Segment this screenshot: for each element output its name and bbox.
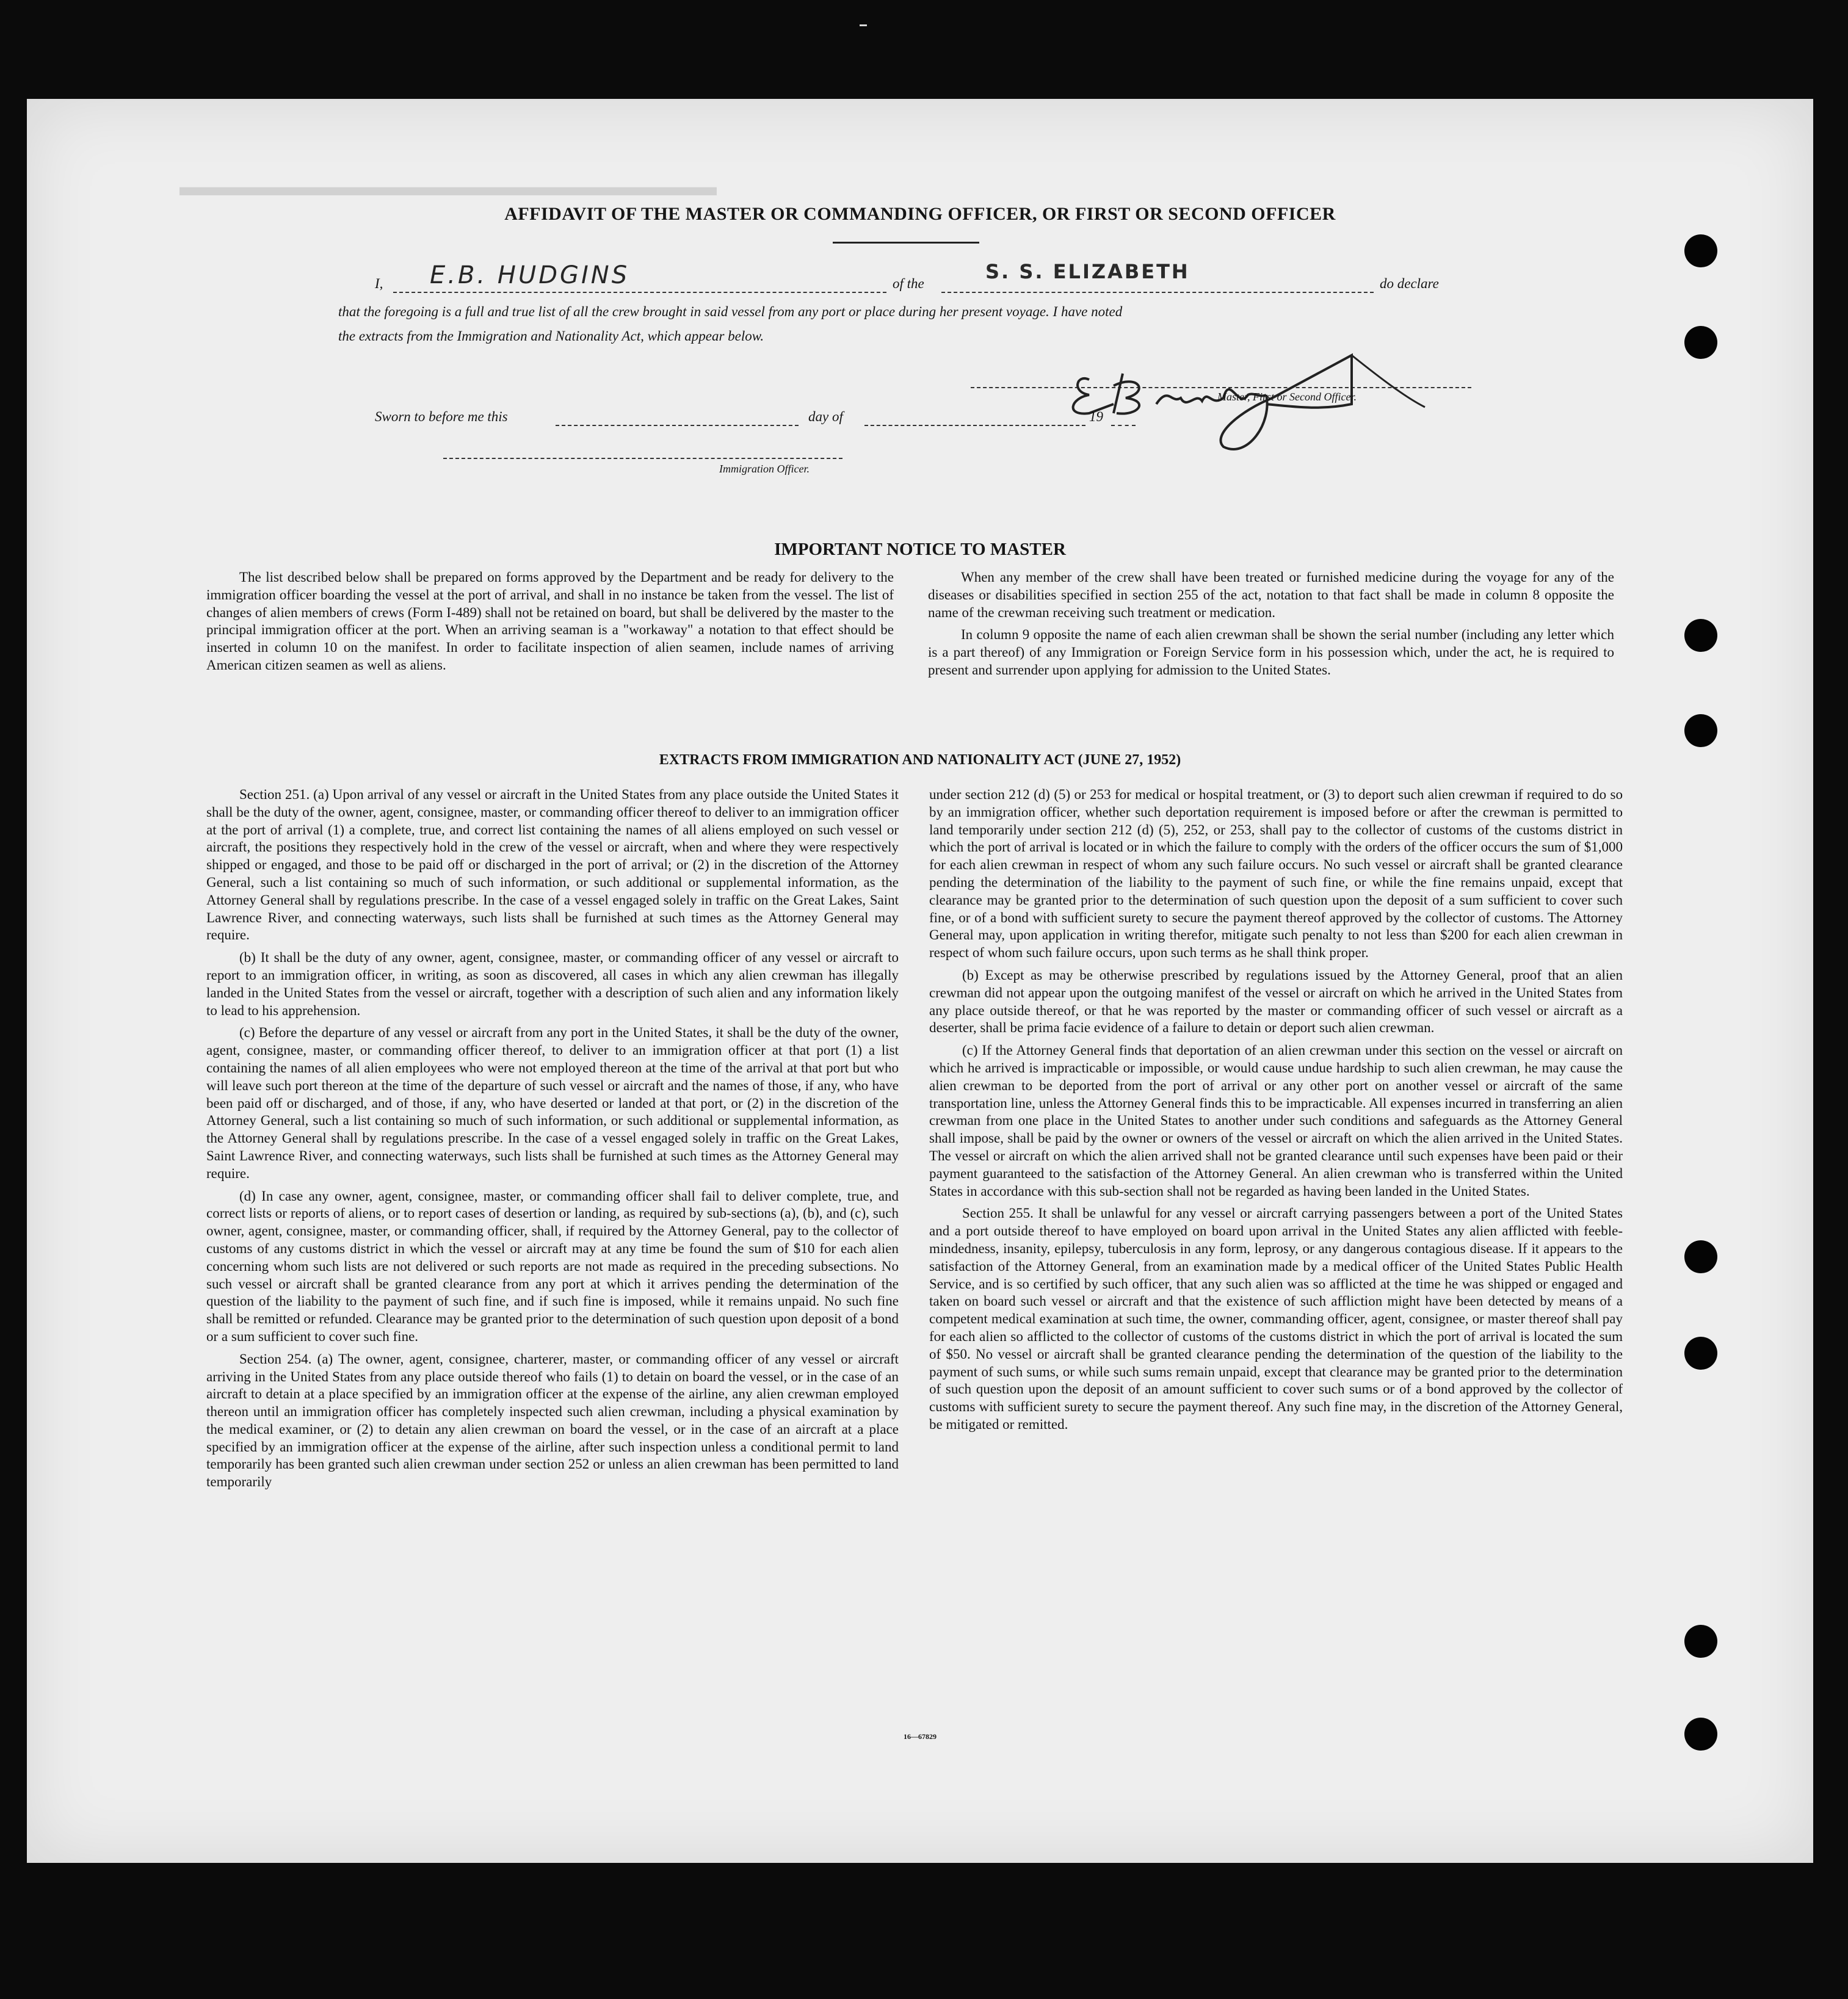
affidavit-do-declare: do declare [1380,276,1439,291]
extract-paragraph: (d) In case any owner, agent, consignee, master, or commanding officer shall fail to deliver complete, true, and correct lists or reports of aliens, or to report cases of desertion or landing, as required by sub-sections (a), (b), and (c), such owner, agent, consignee, master, or commanding officer, shall, if required by the Attorney General, pay to the collector of customs of any customs district in which the vessel or aircraft may at any time be found the sum of $10 for each alien concerning whom such lists are not delivered or such reports are not made as required in the preceding subsections. No such vessel or aircraft shall be granted clearance from any port at which it arrives pending the determination of the question of the liability to the payment of such fine, and if such fine is imposed, while it remains unpaid. No such fine shall be remitted or refunded. Clearance may be granted prior to the determination of such question upon deposit of a bond or a sum sufficient to cover such fine. [206,1188,899,1344]
affidavit-line2: that the foregoing is a full and true list of all the crew brought in said vessel from any port or place during her present voyage. I have noted [338,304,1123,319]
sworn-month-blank [864,425,1085,426]
extracts-title: EXTRACTS FROM IMMIGRATION AND NATIONALITY ACT (JUNE 27, 1952) [659,752,1181,768]
punch-hole [1684,1625,1717,1658]
sworn-day-of: day of [808,409,843,424]
extracts-right-column [929,786,1623,1439]
extracts-left-column [206,786,899,1496]
master-name: E.B. HUDGINS [430,261,630,289]
punch-hole [1684,1240,1717,1273]
extract-paragraph: Section 251. (a) Upon arrival of any vessel or aircraft in the United States from any place outside the United States it shall be the duty of the owner, agent, consignee, master, or commanding officer thereof to deliver to an immigration officer at the port of arrival (1) a complete, true, and correct list containing the names of all aliens employed on such vessel or aircraft, the positions they respectively hold in the crew of the vessel or aircraft, when and where they were respectively shipped or engaged, and those to be paid off or discharged in the port of arrival; or (2) in the discretion of the Attorney General, such a list containing so much of such information, or such additional or supplemental information, as the Attorney General shall by regulations prescribe. In the case of a vessel engaged solely in traffic on the Great Lakes, Saint Lawrence River, and connecting waterways, such lists shall be furnished at such times as the Attorney General may require. [206,787,899,943]
scan-speck [860,24,867,26]
extract-paragraph: (b) It shall be the duty of any owner, agent, consignee, master, or commanding officer of any vessel or aircraft to report to an immigration officer, in writing, as soon as discovered, all cases in which any alien crewman has illegally landed in the United States from the vessel or aircraft, together with a description of such alien and any information likely to lead to his apprehension. [206,950,899,1018]
punch-hole [1684,234,1717,267]
punch-hole [1684,619,1717,652]
sworn-year: 19 [1089,409,1103,424]
punch-hole [1684,326,1717,359]
extract-paragraph: Section 254. (a) The owner, agent, consignee, charterer, master, or commanding officer of any vessel or aircraft arriving in the United States from any place outside thereof who fails (1) to detain on board the vessel, or in the case of an aircraft to detain at a place specified by an immigration officer at the expense of the airline, any alien crewman employed thereon until an immigration officer has completely inspected such alien crewman, including a physical examination by the medical examiner, or (2) to detain any alien crewman on board the vessel, or in the case of an aircraft at a place specified by an immigration officer at the expense of the airline, after such inspection unless a conditional permit to land temporarily has been granted such alien crewman under section 252 or unless an alien crewman has been permitted to land temporarily [206,1351,899,1490]
officer-signature-line [443,458,842,459]
form-number: 16—67829 [904,1732,937,1741]
notice-left-text: The list described below shall be prepared on forms approved by the Department and be ready for delivery to the immigration officer boarding the vessel at the port of arrival, and shall in no instance be taken from the vessel. The list of changes of alien members of crews (Form I-489) shall not be retained on board, but shall be delivered by the master to the principal immigration officer at the port. When an arriving seaman is a "workaway" a notation to that effect should be inserted in column 10 on the manifest. In order to facilitate inspection of alien seamen, include names of arriving American citizen seamen as well as aliens. [206,569,894,673]
bleed-through: ▬▬▬▬▬▬▬▬▬▬▬▬▬▬▬▬▬▬▬▬ [179,172,717,201]
sworn-prefix: Sworn to before me this [375,409,508,424]
notice-right-text-2: In column 9 opposite the name of each alien crewman shall be shown the serial number (including any letter which is a part thereof) of any Immigration or Foreign Service form in his possession which, under the act, he is required to present and surrender upon applying for admission to the United States. [928,627,1614,678]
extract-paragraph: (c) Before the departure of any vessel or aircraft from any port in the United States, it shall be the duty of the owner, agent, consignee, master, or commanding officer thereof, to deliver to an immigration officer at that port (1) a list containing the names of all alien employees who were not employed thereon at the time of the arrival at that port but who will leave such port thereon at the time of the departure of such vessel or aircraft and the names of those, if any, who have been paid off or discharged, and of those, if any, who have deserted or landed at that port, or (2) in the discretion of the Attorney General, such a list containing so much of such information, or such additional or supplemental information, as the Attorney General shall by regulations prescribe. In the case of a vessel engaged solely in traffic on the Great Lakes, Saint Lawrence River, and connecting waterways, such lists shall be furnished at such times as the Attorney General may require. [206,1025,899,1181]
notice-right-text-1: When any member of the crew shall have been treated or furnished medicine during the voyage for any of the diseases or disabilities specified in section 255 of the act, notation to that fact shall be made in column 8 opposite the name of the crewman receiving such treatment or medication. [928,569,1614,620]
notice-left-column [206,569,894,679]
affidavit-line1-prefix: I, [375,276,383,291]
punch-hole [1684,1337,1717,1370]
extract-paragraph: under section 212 (d) (5) or 253 for medical or hospital treatment, or (3) to deport such alien crewman if required to do so by an immigration officer, whether such deportation requirement is imposed before or after the crewman is permitted to land temporarily under section 212 (d) (5), 252, or 253, shall pay to the collector of customs of the customs district in which the port of arrival is located or in which the failure to comply with the orders of the officer occurs the sum of $1,000 for each alien crewman in respect of whom any such failure occurs. No such vessel or aircraft shall be granted clearance pending the determination of the liability to the payment of such fine, or while the fine remains unpaid, except that clearance may be granted prior to the determination of such question upon the deposit of a sum sufficient to cover such fine, or of a bond with sufficient surety to secure the payment thereof approved by the collector of customs. The Attorney General may, upon application in writing therefor, mitigate such penalty to not less than $200 for each alien crewman in respect of whom such failure occurs, upon such terms as he shall think proper. [929,787,1623,961]
punch-hole [1684,714,1717,747]
affidavit-line3: the extracts from the Immigration and Nationality Act, which appear below. [338,328,764,344]
affidavit-of-the: of the [893,276,924,291]
sworn-year-blank [1111,425,1136,426]
extract-paragraph: (b) Except as may be otherwise prescribed by regulations issued by the Attorney General, proof that an alien crewman did not appear upon the outgoing manifest of the vessel or aircraft on which he arrived in the United States from any place outside thereof, or that he was reported by the master or commanding officer of such vessel or aircraft as a deserter, shall be prima facie evidence of a failure to detain or deport such alien crewman. [929,967,1623,1036]
vessel-blank [941,292,1374,293]
notice-right-column [928,569,1614,684]
signature-caption: Master, First or Second Officer. [1217,391,1357,403]
officer-caption: Immigration Officer. [719,463,810,475]
title-rule [833,242,979,244]
notice-title: IMPORTANT NOTICE TO MASTER [774,540,1066,559]
vessel-name: S. S. ELIZABETH [985,260,1190,283]
name-blank [393,292,886,293]
extract-paragraph: (c) If the Attorney General finds that deportation of an alien crewman under this section on the vessel or aircraft on which he arrived is impracticable or impossible, or would cause undue hardship to such alien crewman, he may cause the alien crewman to be deported from the port of arrival or any other port on another vessel or aircraft of the same transportation line, unless the Attorney General finds this to be impracticable. All expenses incurred in transferring an alien crewman from one place in the United States to another under such conditions and safeguards as the Attorney General shall impose, shall be paid by the owner or owners of the vessel or aircraft on which the alien arrived in the United States. The vessel or aircraft on which the alien arrived shall not be granted clearance until such expenses have been paid or their payment guaranteed to the satisfaction of the Attorney General. An alien crewman who is transferred within the United States in accordance with this sub-section shall not be regarded as having been landed in the United States. [929,1043,1623,1199]
extract-paragraph: Section 255. It shall be unlawful for any vessel or aircraft carrying passengers between a port of the United States and a port outside thereof to have employed on board upon arrival in the United States any alien afflicted with feeble-mindedness, insanity, epilepsy, tuberculosis in any form, leprosy, or any dangerous contagious disease. If it appears to the satisfaction of the Attorney General, from an examination made by a medical officer of the United States Public Health Service, and is so certified by such officer, that any such alien was so afflicted at the time he was shipped or engaged and taken on board such vessel or aircraft and that the existence of such affliction might have been detected by means of a competent medical examination at such time, the owner, commanding officer, agent, consignee, or master thereof shall pay for each alien so afflicted to the collector of customs of the customs district in which the port of arrival is located the sum of $50. No vessel or aircraft shall be granted clearance pending the determination of the question of the liability to the payment of such sums, or while such sums remain unpaid, except that clearance may be granted prior to the determination of such question upon the deposit of an amount sufficient to cover such sums or of a bond approved by the collector of customs with sufficient surety to secure the payment thereof. Any such fine may, in the discretion of the Attorney General, be mitigated or remitted. [929,1206,1623,1432]
sworn-date-blank [556,425,799,426]
affidavit-title: AFFIDAVIT OF THE MASTER OR COMMANDING OFFICER, OR FIRST OR SECOND OFFICER [504,204,1336,224]
document-page [27,99,1813,1863]
